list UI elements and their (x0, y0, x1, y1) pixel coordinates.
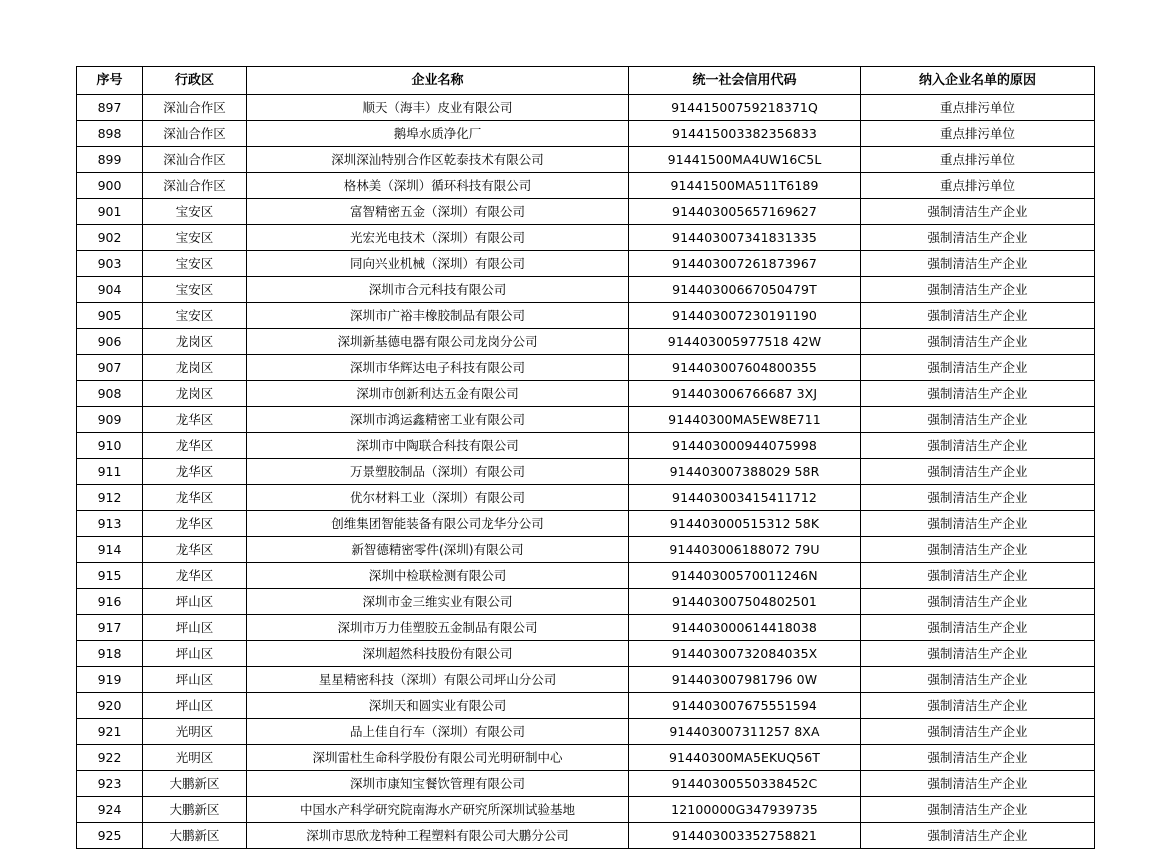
cell-index: 911 (77, 459, 143, 485)
cell-district: 大鹏新区 (143, 771, 247, 797)
cell-credit-code: 91440300MA5EW8E711 (629, 407, 861, 433)
cell-reason: 强制清洁生产企业 (861, 745, 1095, 771)
cell-reason: 强制清洁生产企业 (861, 537, 1095, 563)
cell-credit-code: 91440300667050479T (629, 277, 861, 303)
cell-district: 光明区 (143, 719, 247, 745)
cell-index: 915 (77, 563, 143, 589)
cell-district: 宝安区 (143, 277, 247, 303)
cell-index: 902 (77, 225, 143, 251)
column-header-enterprise-name: 企业名称 (247, 67, 629, 95)
cell-enterprise-name: 光宏光电技术（深圳）有限公司 (247, 225, 629, 251)
cell-reason: 强制清洁生产企业 (861, 277, 1095, 303)
cell-enterprise-name: 格林美（深圳）循环科技有限公司 (247, 173, 629, 199)
cell-enterprise-name: 深圳超然科技股份有限公司 (247, 641, 629, 667)
cell-reason: 强制清洁生产企业 (861, 381, 1095, 407)
cell-enterprise-name: 深圳市思欣龙特种工程塑料有限公司大鹏分公司 (247, 823, 629, 849)
table-row (77, 563, 1095, 589)
table-row (77, 355, 1095, 381)
table-row (77, 407, 1095, 433)
cell-enterprise-name: 顺天（海丰）皮业有限公司 (247, 95, 629, 121)
cell-enterprise-name: 深圳深汕特别合作区乾泰技术有限公司 (247, 147, 629, 173)
cell-credit-code: 914403005657169627 (629, 199, 861, 225)
cell-credit-code: 91441500MA4UW16C5L (629, 147, 861, 173)
table-row (77, 459, 1095, 485)
cell-district: 龙华区 (143, 511, 247, 537)
table-row (77, 667, 1095, 693)
cell-enterprise-name: 深圳市中陶联合科技有限公司 (247, 433, 629, 459)
table-row (77, 797, 1095, 823)
cell-enterprise-name: 深圳市鸿运鑫精密工业有限公司 (247, 407, 629, 433)
cell-enterprise-name: 万景塑胶制品（深圳）有限公司 (247, 459, 629, 485)
cell-index: 905 (77, 303, 143, 329)
column-header-index: 序号 (77, 67, 143, 95)
cell-enterprise-name: 深圳新基德电器有限公司龙岗分公司 (247, 329, 629, 355)
cell-credit-code: 914403000944075998 (629, 433, 861, 459)
cell-credit-code: 914403003352758821 (629, 823, 861, 849)
table-row (77, 381, 1095, 407)
table-row (77, 771, 1095, 797)
cell-enterprise-name: 深圳雷杜生命科学股份有限公司光明研制中心 (247, 745, 629, 771)
cell-credit-code: 91440300570011246N (629, 563, 861, 589)
cell-reason: 强制清洁生产企业 (861, 667, 1095, 693)
cell-reason: 强制清洁生产企业 (861, 589, 1095, 615)
cell-enterprise-name: 深圳天和圆实业有限公司 (247, 693, 629, 719)
cell-district: 坪山区 (143, 589, 247, 615)
cell-index: 923 (77, 771, 143, 797)
cell-reason: 强制清洁生产企业 (861, 823, 1095, 849)
cell-credit-code: 12100000G347939735 (629, 797, 861, 823)
cell-district: 龙华区 (143, 407, 247, 433)
cell-credit-code: 914403007230191190 (629, 303, 861, 329)
table-row (77, 719, 1095, 745)
cell-credit-code: 914403007261873967 (629, 251, 861, 277)
cell-district: 宝安区 (143, 225, 247, 251)
cell-index: 921 (77, 719, 143, 745)
cell-enterprise-name: 深圳市广裕丰橡胶制品有限公司 (247, 303, 629, 329)
table-row (77, 303, 1095, 329)
cell-enterprise-name: 新智德精密零件(深圳)有限公司 (247, 537, 629, 563)
cell-index: 917 (77, 615, 143, 641)
cell-credit-code: 914403007604800355 (629, 355, 861, 381)
cell-enterprise-name: 创维集团智能装备有限公司龙华分公司 (247, 511, 629, 537)
cell-index: 918 (77, 641, 143, 667)
cell-index: 909 (77, 407, 143, 433)
table-row (77, 511, 1095, 537)
table-row (77, 641, 1095, 667)
cell-index: 924 (77, 797, 143, 823)
cell-district: 大鹏新区 (143, 823, 247, 849)
cell-district: 坪山区 (143, 667, 247, 693)
column-header-district: 行政区 (143, 67, 247, 95)
table-row (77, 329, 1095, 355)
cell-enterprise-name: 中国水产科学研究院南海水产研究所深圳试验基地 (247, 797, 629, 823)
cell-index: 899 (77, 147, 143, 173)
cell-reason: 强制清洁生产企业 (861, 771, 1095, 797)
cell-enterprise-name: 优尔材料工业（深圳）有限公司 (247, 485, 629, 511)
column-header-reason: 纳入企业名单的原因 (861, 67, 1095, 95)
table-row (77, 121, 1095, 147)
table-row (77, 537, 1095, 563)
cell-enterprise-name: 星星精密科技（深圳）有限公司坪山分公司 (247, 667, 629, 693)
cell-credit-code: 914403007388029 58R (629, 459, 861, 485)
cell-reason: 强制清洁生产企业 (861, 407, 1095, 433)
cell-reason: 强制清洁生产企业 (861, 563, 1095, 589)
cell-credit-code: 914403007504802501 (629, 589, 861, 615)
cell-credit-code: 91440300732084035X (629, 641, 861, 667)
table-row (77, 615, 1095, 641)
cell-enterprise-name: 深圳市华辉达电子科技有限公司 (247, 355, 629, 381)
table-row (77, 433, 1095, 459)
cell-district: 宝安区 (143, 199, 247, 225)
cell-district: 坪山区 (143, 693, 247, 719)
cell-reason: 重点排污单位 (861, 121, 1095, 147)
cell-index: 916 (77, 589, 143, 615)
cell-index: 925 (77, 823, 143, 849)
cell-index: 908 (77, 381, 143, 407)
cell-reason: 强制清洁生产企业 (861, 511, 1095, 537)
cell-index: 904 (77, 277, 143, 303)
cell-credit-code: 914403000614418038 (629, 615, 861, 641)
cell-reason: 重点排污单位 (861, 147, 1095, 173)
cell-credit-code: 914403007981796 0W (629, 667, 861, 693)
cell-enterprise-name: 同向兴业机械（深圳）有限公司 (247, 251, 629, 277)
cell-reason: 强制清洁生产企业 (861, 225, 1095, 251)
cell-district: 宝安区 (143, 303, 247, 329)
table-row (77, 173, 1095, 199)
table-row (77, 225, 1095, 251)
cell-credit-code: 91441500759218371Q (629, 95, 861, 121)
cell-district: 深汕合作区 (143, 173, 247, 199)
cell-index: 903 (77, 251, 143, 277)
cell-district: 龙岗区 (143, 329, 247, 355)
cell-reason: 强制清洁生产企业 (861, 433, 1095, 459)
cell-index: 914 (77, 537, 143, 563)
table-header-row (77, 67, 1095, 95)
cell-district: 深汕合作区 (143, 147, 247, 173)
column-header-credit-code: 统一社会信用代码 (629, 67, 861, 95)
cell-index: 900 (77, 173, 143, 199)
cell-index: 910 (77, 433, 143, 459)
cell-district: 深汕合作区 (143, 121, 247, 147)
cell-reason: 强制清洁生产企业 (861, 329, 1095, 355)
cell-reason: 强制清洁生产企业 (861, 485, 1095, 511)
cell-reason: 强制清洁生产企业 (861, 693, 1095, 719)
cell-enterprise-name: 富智精密五金（深圳）有限公司 (247, 199, 629, 225)
cell-credit-code: 914403007341831335 (629, 225, 861, 251)
cell-reason: 强制清洁生产企业 (861, 719, 1095, 745)
table-row (77, 199, 1095, 225)
cell-enterprise-name: 深圳市金三维实业有限公司 (247, 589, 629, 615)
table-row (77, 147, 1095, 173)
cell-index: 901 (77, 199, 143, 225)
cell-index: 897 (77, 95, 143, 121)
cell-enterprise-name: 深圳中检联检测有限公司 (247, 563, 629, 589)
cell-index: 912 (77, 485, 143, 511)
cell-enterprise-name: 品上佳自行车（深圳）有限公司 (247, 719, 629, 745)
cell-district: 宝安区 (143, 251, 247, 277)
cell-reason: 强制清洁生产企业 (861, 615, 1095, 641)
cell-district: 龙华区 (143, 563, 247, 589)
cell-district: 龙华区 (143, 485, 247, 511)
cell-reason: 强制清洁生产企业 (861, 459, 1095, 485)
cell-credit-code: 914403000515312 58K (629, 511, 861, 537)
cell-credit-code: 91441500MA511T6189 (629, 173, 861, 199)
cell-index: 898 (77, 121, 143, 147)
cell-district: 龙华区 (143, 433, 247, 459)
cell-index: 920 (77, 693, 143, 719)
cell-reason: 重点排污单位 (861, 173, 1095, 199)
cell-index: 913 (77, 511, 143, 537)
cell-district: 龙华区 (143, 537, 247, 563)
cell-reason: 重点排污单位 (861, 95, 1095, 121)
cell-credit-code: 91440300MA5EKUQ56T (629, 745, 861, 771)
cell-district: 龙岗区 (143, 355, 247, 381)
table-row (77, 823, 1095, 849)
cell-district: 龙岗区 (143, 381, 247, 407)
cell-district: 坪山区 (143, 641, 247, 667)
cell-index: 922 (77, 745, 143, 771)
cell-index: 906 (77, 329, 143, 355)
table-row (77, 95, 1095, 121)
cell-index: 919 (77, 667, 143, 693)
cell-reason: 强制清洁生产企业 (861, 251, 1095, 277)
table-row (77, 277, 1095, 303)
cell-district: 龙华区 (143, 459, 247, 485)
cell-enterprise-name: 深圳市康知宝餐饮管理有限公司 (247, 771, 629, 797)
cell-reason: 强制清洁生产企业 (861, 797, 1095, 823)
table-header (77, 67, 1095, 95)
table-row (77, 745, 1095, 771)
cell-enterprise-name: 深圳市创新利达五金有限公司 (247, 381, 629, 407)
cell-credit-code: 914403007311257 8XA (629, 719, 861, 745)
table-row (77, 589, 1095, 615)
cell-district: 坪山区 (143, 615, 247, 641)
enterprise-list-table-wrapper (76, 66, 1094, 849)
cell-enterprise-name: 鹅埠水质净化厂 (247, 121, 629, 147)
table-body (77, 95, 1095, 849)
table-row (77, 485, 1095, 511)
cell-reason: 强制清洁生产企业 (861, 199, 1095, 225)
table-row (77, 693, 1095, 719)
cell-credit-code: 914403003415411712 (629, 485, 861, 511)
cell-index: 907 (77, 355, 143, 381)
cell-credit-code: 91440300550338452C (629, 771, 861, 797)
table-row (77, 251, 1095, 277)
cell-district: 光明区 (143, 745, 247, 771)
cell-credit-code: 914403006188072 79U (629, 537, 861, 563)
cell-district: 大鹏新区 (143, 797, 247, 823)
cell-credit-code: 914403005977518 42W (629, 329, 861, 355)
cell-enterprise-name: 深圳市万力佳塑胶五金制品有限公司 (247, 615, 629, 641)
cell-district: 深汕合作区 (143, 95, 247, 121)
cell-credit-code: 914403006766687 3XJ (629, 381, 861, 407)
cell-enterprise-name: 深圳市合元科技有限公司 (247, 277, 629, 303)
cell-credit-code: 914403007675551594 (629, 693, 861, 719)
cell-reason: 强制清洁生产企业 (861, 303, 1095, 329)
cell-reason: 强制清洁生产企业 (861, 355, 1095, 381)
cell-reason: 强制清洁生产企业 (861, 641, 1095, 667)
enterprise-list-table (76, 66, 1095, 849)
cell-credit-code: 914415003382356833 (629, 121, 861, 147)
